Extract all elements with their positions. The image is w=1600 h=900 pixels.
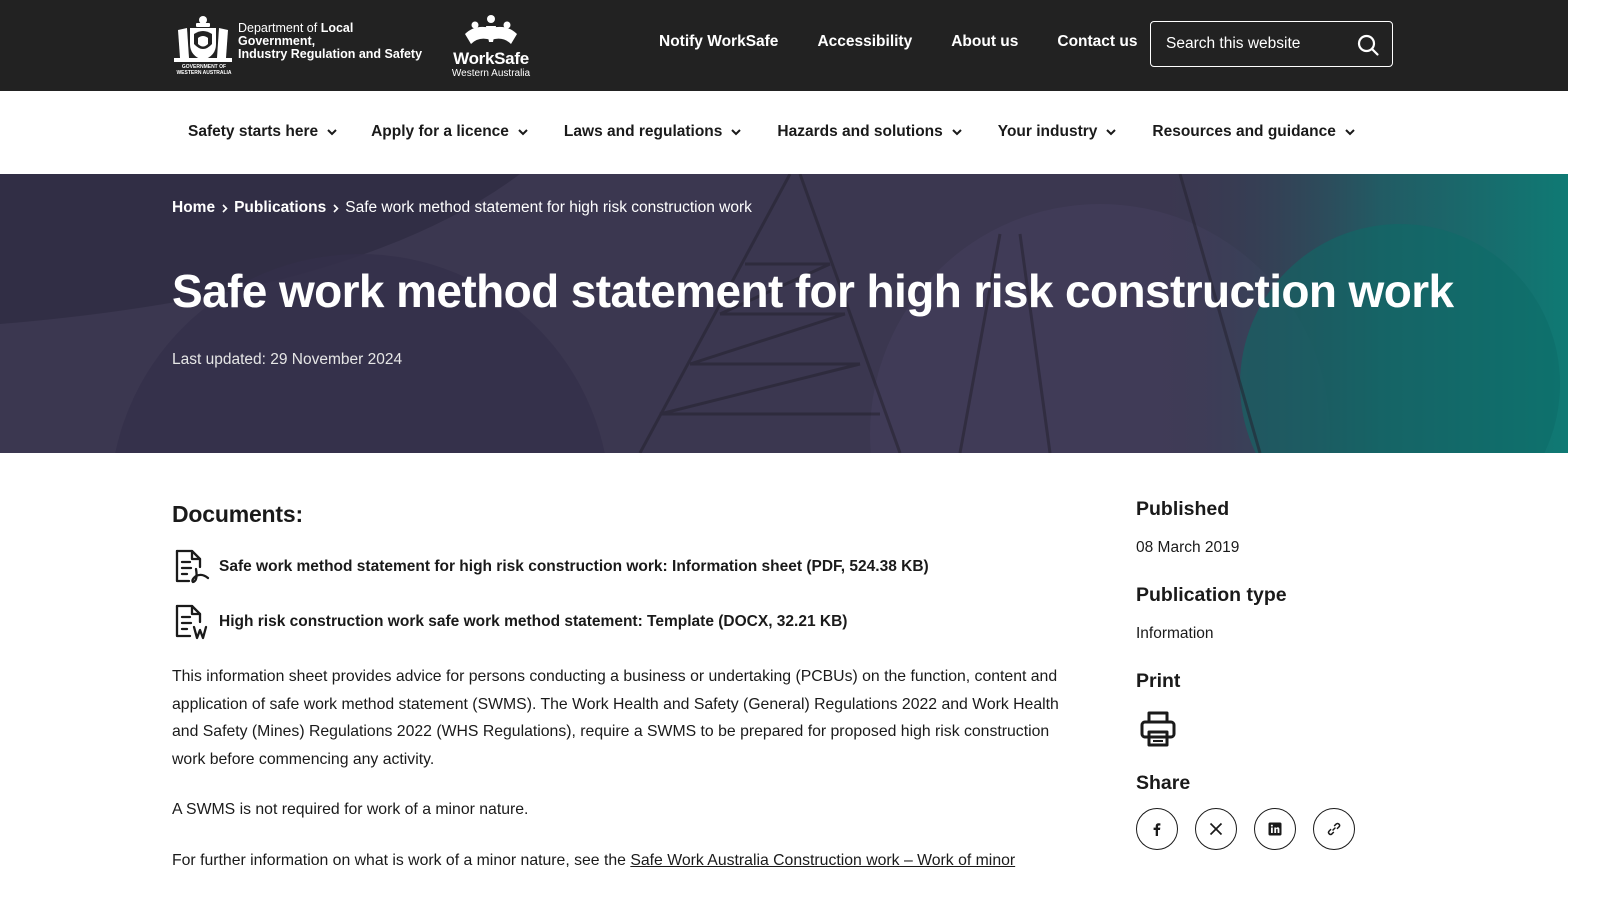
intro-paragraph: This information sheet provides advice for persons conducting a business or undertaking (PCBUs) on the function, content and application of safe work method statement (SWMS). The Work Health and Safety (General) Regulations 2022 and Work Health and Safety (Mines) Regulations 2022 (WHS Regulations), require a SWMS to be prepared for proposed high risk construction work before commencing any activity. <box>172 668 1059 768</box>
crest-caption: GOVERNMENT OF WESTERN AUSTRALIA <box>176 64 232 76</box>
printer-icon <box>1138 709 1178 749</box>
share-buttons <box>1136 808 1372 850</box>
chevron-down-icon <box>730 126 742 138</box>
search-button[interactable] <box>1356 33 1380 57</box>
document-link[interactable]: Safe work method statement for high risk construction work: Information sheet (PDF, 524.38 KB) <box>219 558 929 575</box>
nav-label: Your industry <box>997 123 1098 140</box>
site-header <box>0 0 1568 91</box>
chevron-right-icon <box>220 203 229 214</box>
search-input[interactable] <box>1166 33 1346 55</box>
documents-heading: Documents: <box>172 501 303 527</box>
published-heading: Published <box>1136 498 1230 520</box>
safe-work-australia-link[interactable]: Safe Work Australia Construction work – Work of minor <box>630 852 1016 869</box>
share-x-button[interactable] <box>1195 808 1237 850</box>
nav-laws-and-regulations[interactable] <box>564 123 742 141</box>
nav-label: Apply for a licence <box>371 123 509 140</box>
search-icon <box>1356 33 1380 57</box>
linkedin-icon <box>1268 822 1282 836</box>
nav-label: Hazards and solutions <box>777 123 943 140</box>
last-updated: Last updated: 29 November 2024 <box>172 351 403 368</box>
further-info-text: For further information on what is work of a minor nature, see the <box>172 852 631 869</box>
page-title: Safe work method statement for high risk construction work <box>172 265 1454 317</box>
worksafe-subtitle: Western Australia <box>451 68 531 79</box>
worksafe-logo-link[interactable] <box>451 14 531 79</box>
chevron-down-icon <box>1105 126 1117 138</box>
nav-safety-starts-here[interactable] <box>188 123 338 141</box>
print-button[interactable] <box>1138 709 1178 749</box>
about-us-link[interactable]: About us <box>951 33 1019 50</box>
nav-your-industry[interactable] <box>998 123 1118 141</box>
facebook-icon <box>1150 822 1164 836</box>
department-logo-link[interactable] <box>172 14 428 76</box>
minor-work-paragraph: A SWMS is not required for work of a minor nature. <box>172 801 529 818</box>
breadcrumb-home[interactable]: Home <box>172 199 216 216</box>
chevron-down-icon <box>1344 126 1356 138</box>
chevron-right-icon <box>331 203 340 214</box>
accessibility-link[interactable]: Accessibility <box>817 33 913 50</box>
utility-nav <box>659 33 1176 51</box>
word-document-icon <box>172 602 212 642</box>
pdf-document-icon <box>172 547 212 587</box>
document-item <box>172 602 847 642</box>
copy-link-icon <box>1327 822 1341 836</box>
copy-link-button[interactable] <box>1313 808 1355 850</box>
share-heading: Share <box>1136 772 1191 794</box>
share-facebook-button[interactable] <box>1136 808 1178 850</box>
nav-label: Resources and guidance <box>1152 123 1336 140</box>
contact-us-link[interactable]: Contact us <box>1057 33 1138 50</box>
nav-apply-for-a-licence[interactable] <box>371 123 529 141</box>
worksafe-figures-icon <box>453 14 529 46</box>
share-linkedin-button[interactable] <box>1254 808 1296 850</box>
breadcrumb-current: Safe work method statement for high risk construction work <box>345 199 752 216</box>
wa-government-crest-icon <box>172 14 234 76</box>
notify-worksafe-link[interactable]: Notify WorkSafe <box>659 33 779 50</box>
chevron-down-icon <box>951 126 963 138</box>
publication-type-heading: Publication type <box>1136 584 1287 606</box>
search-box <box>1150 21 1393 67</box>
nav-hazards-and-solutions[interactable] <box>777 123 962 141</box>
page-hero <box>0 174 1568 453</box>
worksafe-name: WorkSafe <box>453 49 529 68</box>
breadcrumb-publications[interactable]: Publications <box>234 199 327 216</box>
nav-resources-and-guidance[interactable] <box>1152 123 1355 141</box>
department-name-prefix: Department of <box>238 21 318 35</box>
chevron-down-icon <box>517 126 529 138</box>
print-heading: Print <box>1136 670 1181 692</box>
published-date: 08 March 2019 <box>1136 539 1240 556</box>
department-name-line2: Industry Regulation and Safety <box>238 47 423 61</box>
document-link[interactable]: High risk construction work safe work method statement: Template (DOCX, 32.21 KB) <box>219 613 848 630</box>
document-item <box>172 547 929 587</box>
publication-type-value: Information <box>1136 625 1214 642</box>
breadcrumb <box>172 199 752 217</box>
x-icon <box>1209 822 1223 836</box>
main-nav <box>0 91 1568 174</box>
nav-label: Safety starts here <box>188 123 319 140</box>
further-info-paragraph <box>172 847 1062 875</box>
chevron-down-icon <box>326 126 338 138</box>
nav-label: Laws and regulations <box>563 123 723 140</box>
department-name <box>238 22 428 61</box>
department-name-bold: Local Government, <box>238 21 354 48</box>
